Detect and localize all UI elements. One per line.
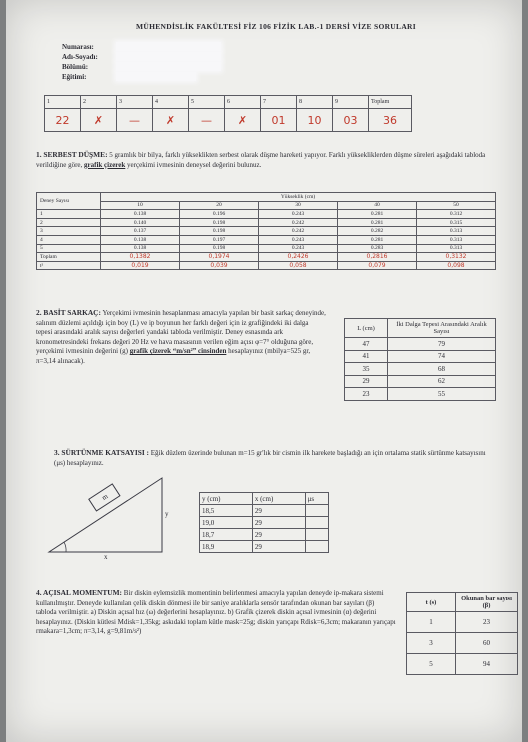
score-header-total: Toplam xyxy=(369,96,412,109)
table-cell: 29 xyxy=(252,505,305,517)
free-fall-table xyxy=(36,192,496,270)
incline-diagram xyxy=(44,468,174,560)
table-row xyxy=(407,612,518,633)
table-cell: 55 xyxy=(388,388,496,401)
table-cell: 47 xyxy=(345,338,388,351)
height-header: 30 xyxy=(259,201,338,210)
angular-header: Okunan bar sayısı (β) xyxy=(456,593,518,612)
question-2-emphasis: grafik çizerek “m/sn²” cinsinden xyxy=(129,347,227,356)
table-cell: 74 xyxy=(388,350,496,363)
handwritten-value: 0,098 xyxy=(417,261,496,270)
table-cell: 18,7 xyxy=(200,529,253,541)
table-cell: 0.138 xyxy=(101,244,180,253)
table-cell: 0.198 xyxy=(180,227,259,236)
incline-triangle xyxy=(49,478,162,552)
student-number-label: Numarası: xyxy=(62,43,94,51)
redacted-info xyxy=(116,72,196,81)
table-row-handwritten xyxy=(37,253,496,262)
score-table xyxy=(44,95,412,132)
table-cell: 0.281 xyxy=(338,235,417,244)
score-header: 3 xyxy=(117,96,153,109)
table-cell xyxy=(305,529,328,541)
score-header: 8 xyxy=(297,96,333,109)
table-cell: 0.137 xyxy=(101,227,180,236)
redacted-info xyxy=(116,42,221,51)
table-cell: 0.312 xyxy=(417,210,496,219)
table-row xyxy=(407,633,518,654)
table-row-handwritten xyxy=(37,261,496,270)
height-header: 50 xyxy=(417,201,496,210)
table-row xyxy=(345,350,496,363)
question-1 xyxy=(36,150,496,170)
table-row xyxy=(37,235,496,244)
handwritten-value: 0,039 xyxy=(180,261,259,270)
handwritten-value: 0,1974 xyxy=(180,253,259,262)
table-cell: 0.282 xyxy=(338,227,417,236)
table-row xyxy=(345,375,496,388)
row-label: Toplam xyxy=(37,253,101,262)
table-cell: 4 xyxy=(37,235,101,244)
table-cell: 68 xyxy=(388,363,496,376)
question-1-emphasis: grafik çizerek xyxy=(84,160,126,169)
redacted-info xyxy=(116,62,221,71)
question-4-parts: a) Diskin açısal hız (ω) değerlerini hesaplayınız. b) Grafik çizerek diskin açısal ivmesinin (α) değerini hesaplayınız. (Diskin kütlesi Mdisk=1,35kg; askıdaki toplam kütle mask=25g; diskin yarıçapı Rdisk=6,3cm; makaranın yarıçapı rmakara=1,3cm; π=3,14, g=9,81m/s²) xyxy=(36,608,396,636)
question-2-tail: hesaplayınız (mbilya=525 gr, π=3,14 alınacak). xyxy=(36,347,311,365)
score-mark: 03 xyxy=(333,109,369,132)
question-1-text: 5 gramlık bir bilya, farklı yükseklikten serbest olarak düşme hareketi yapıyor. Farklı yüksekliklerden düşme süreleri aşağıdaki tabloda verildiğine göre, xyxy=(36,151,486,169)
angular-header: t (s) xyxy=(407,593,456,612)
handwritten-value: 0,2816 xyxy=(338,253,417,262)
table-cell: 0.243 xyxy=(259,210,338,219)
table-row xyxy=(37,218,496,227)
table-cell: 0.138 xyxy=(101,210,180,219)
table-cell: 0.198 xyxy=(180,218,259,227)
table-cell: 29 xyxy=(345,375,388,388)
block-label: m xyxy=(100,492,110,502)
question-1-title: 1. SERBEST DÜŞME: xyxy=(36,150,108,159)
table-cell: 29 xyxy=(252,517,305,529)
score-header: 7 xyxy=(261,96,297,109)
table-cell: 35 xyxy=(345,363,388,376)
free-fall-group: Yükseklik (cm) xyxy=(101,193,496,202)
table-cell xyxy=(305,517,328,529)
table-cell: 0.315 xyxy=(417,218,496,227)
table-cell: 29 xyxy=(252,541,305,553)
pendulum-header: İki Dalga Tepesi Arasındaki Aralık Sayısı xyxy=(388,319,496,338)
score-mark: 01 xyxy=(261,109,297,132)
table-cell: 18,5 xyxy=(200,505,253,517)
handwritten-value: 0,058 xyxy=(259,261,338,270)
table-row xyxy=(345,388,496,401)
table-cell: 19,0 xyxy=(200,517,253,529)
table-cell: 1 xyxy=(37,210,101,219)
row-label: t² xyxy=(37,261,101,270)
table-cell: 23 xyxy=(456,612,518,633)
question-2 xyxy=(36,308,326,367)
question-4-text: Bir diskin eylemsizlik momentinin belirlenmesi amacıyla yapılan deneyde ip-makara sistemi kullanılmıştır. Deneyde kullanılan çelik diskin dönmesi ile bir saniye aralıklarla sensör tarafından okunan bar sayıları (β) tabloda verilmiştir. xyxy=(36,589,384,617)
table-row xyxy=(407,654,518,675)
pendulum-header: L (cm) xyxy=(345,319,388,338)
table-cell: 18,9 xyxy=(200,541,253,553)
table-cell xyxy=(305,505,328,517)
handwritten-value: 0,1382 xyxy=(101,253,180,262)
angle-arc xyxy=(64,542,66,552)
table-cell: 0.243 xyxy=(259,235,338,244)
score-header: 2 xyxy=(81,96,117,109)
table-row xyxy=(200,517,329,529)
score-header: 1 xyxy=(45,96,81,109)
score-header: 4 xyxy=(153,96,189,109)
table-row xyxy=(37,227,496,236)
table-row xyxy=(345,338,496,351)
score-header: 6 xyxy=(225,96,261,109)
department-label: Bölümü: xyxy=(62,63,89,71)
score-header: 5 xyxy=(189,96,225,109)
score-mark: ✗ xyxy=(225,109,261,132)
table-cell: 1 xyxy=(407,612,456,633)
table-row xyxy=(345,363,496,376)
table-cell: 3 xyxy=(407,633,456,654)
pendulum-table xyxy=(344,318,496,401)
friction-table xyxy=(199,492,329,553)
table-cell: 0.197 xyxy=(180,235,259,244)
score-mark: — xyxy=(117,109,153,132)
table-cell: 0.196 xyxy=(180,210,259,219)
table-cell: 41 xyxy=(345,350,388,363)
table-cell: 62 xyxy=(388,375,496,388)
question-4-title: 4. AÇISAL MOMENTUM: xyxy=(36,588,123,597)
question-3-title: 3. SÜRTÜNME KATSAYISI : xyxy=(54,448,150,457)
table-row xyxy=(37,244,496,253)
free-fall-col0: Deney Sayısı xyxy=(37,193,101,210)
question-4 xyxy=(36,588,396,637)
education-label: Eğitimi: xyxy=(62,73,87,81)
friction-header: μs xyxy=(305,493,328,505)
score-mark: ✗ xyxy=(153,109,189,132)
table-cell: 0.283 xyxy=(338,244,417,253)
question-2-text: Yerçekimi ivmesinin hesaplanması amacıyla yapılan bir basit sarkaç deneyinde, salınım düzlemi açıldığı için boy (L) ve ip boyunun her farklı değeri için iz grafiğindeki iki dalga tepesi arasındaki aralık sayısı değerleri yandaki tabloda verilmiştir. Deney esnasında ark kronometresindeki frekans değeri 20 Hz ve hava masasının verilen eğim açısı φ=7° olduğuna göre, yerçekimi ivmesinin değerini (g) xyxy=(36,309,326,356)
table-cell: 60 xyxy=(456,633,518,654)
angular-momentum-table xyxy=(406,592,518,675)
table-cell: 29 xyxy=(252,529,305,541)
table-row xyxy=(200,529,329,541)
table-cell: 0.242 xyxy=(259,218,338,227)
table-cell: 0.313 xyxy=(417,235,496,244)
handwritten-value: 0,2426 xyxy=(259,253,338,262)
score-mark: 10 xyxy=(297,109,333,132)
table-cell: 0.140 xyxy=(101,218,180,227)
table-cell: 0.198 xyxy=(180,244,259,253)
score-mark: 22 xyxy=(45,109,81,132)
table-cell: 5 xyxy=(407,654,456,675)
friction-header: x (cm) xyxy=(252,493,305,505)
score-mark: ✗ xyxy=(81,109,117,132)
question-1-text-end: yerçekimi ivmesinin deneysel değerini bulunuz. xyxy=(127,160,262,169)
redacted-info xyxy=(116,52,221,61)
table-cell: 94 xyxy=(456,654,518,675)
table-cell: 3 xyxy=(37,227,101,236)
handwritten-value: 0,079 xyxy=(338,261,417,270)
student-name-label: Adı-Soyadı: xyxy=(62,53,98,61)
question-2-title: 2. BASİT SARKAÇ: xyxy=(36,308,101,317)
table-cell: 5 xyxy=(37,244,101,253)
exam-title: MÜHENDİSLİK FAKÜLTESİ FİZ 106 FİZİK LAB.-1 DERSİ VİZE SORULARI xyxy=(136,22,416,31)
table-cell: 0.242 xyxy=(259,227,338,236)
table-cell: 0.138 xyxy=(101,235,180,244)
table-cell: 23 xyxy=(345,388,388,401)
table-cell: 0.281 xyxy=(338,218,417,227)
block xyxy=(89,484,120,511)
table-row xyxy=(200,541,329,553)
table-row xyxy=(37,210,496,219)
question-3 xyxy=(54,448,494,468)
height-header: 10 xyxy=(101,201,180,210)
x-label: x xyxy=(104,553,108,560)
table-cell: 79 xyxy=(388,338,496,351)
question-3-text: Eğik düzlem üzerinde bulunan m=15 gr'lık bir cismin ilk harekete başladığı an için ortalama statik sürtünme katsayısını (μs) hesaplayınız. xyxy=(54,449,486,467)
height-header: 40 xyxy=(338,201,417,210)
table-cell: 0.243 xyxy=(259,244,338,253)
table-row xyxy=(200,505,329,517)
table-cell xyxy=(305,541,328,553)
handwritten-value: 0,019 xyxy=(101,261,180,270)
handwritten-value: 0,3132 xyxy=(417,253,496,262)
table-cell: 0.313 xyxy=(417,244,496,253)
table-cell: 0.313 xyxy=(417,227,496,236)
height-header: 20 xyxy=(180,201,259,210)
score-header: 9 xyxy=(333,96,369,109)
table-cell: 2 xyxy=(37,218,101,227)
table-cell: 0.281 xyxy=(338,210,417,219)
y-label: y xyxy=(165,510,169,518)
exam-sheet xyxy=(6,0,522,742)
friction-header: y (cm) xyxy=(200,493,253,505)
score-mark: — xyxy=(189,109,225,132)
score-mark-total: 36 xyxy=(369,109,412,132)
